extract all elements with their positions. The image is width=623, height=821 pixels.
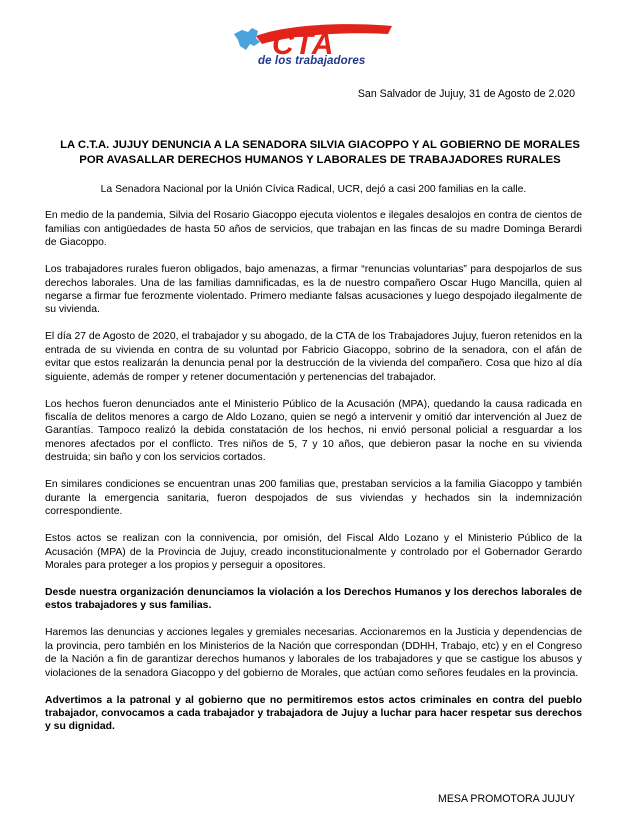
dateline: San Salvador de Jujuy, 31 de Agosto de 2.020	[357, 88, 575, 100]
paragraph-acciones: Haremos las denuncias y acciones legales y gremiales necesarias. Accionaremos en la Justicia y dependencias de la provincia, pero también en los Ministerios de la Nación que correspondan (DDHH, Trabajo, etc) y en el Congreso de la Nación a fin de garantizar derechos humanos y laborales de los trabajadores y que se castigue los abusos y violaciones de la senadora Giacoppo y del gobierno de Morales, que actúan como señores feudales en la provincia.	[45, 627, 582, 679]
bold-paragraph-advertencia: Advertimos a la patronal y al gobierno que no permitiremos estos actos criminales en contra del pueblo trabajador, convocamos a cada trabajador y trabajadora de Jujuy a luchar para hacer respetar sus derechos y su dignidad.	[45, 694, 582, 733]
paragraph-2: Los trabajadores rurales fueron obligados, bajo amenazas, a firmar “renuncias voluntarias” para despojarlos de sus derechos laborales. Una de las familias damnificadas, es la de nuestro compañero Oscar Hugo Mancilla, quien al negarse a firmar fue ferozmente violentado. Primero mediante falsas acusaciones y luego despojado ilegalmente de su vivienda.	[45, 264, 582, 316]
intro-paragraph: La Senadora Nacional por la Unión Cívica Radical, UCR, dejó a casi 200 familias en la calle.	[100, 184, 527, 195]
paragraph-4: Los hechos fueron denunciados ante el Ministerio Público de la Acusación (MPA), quedando la causa radicada en fiscalía de delitos menores a cargo de Aldo Lozano, quien se negó a intervenir y omitió dar intervención al Juez de Garantías. Tampoco realizó la debida constatación de los hechos, ni envió personal policial a resguardar a los menores afectados por el conflicto. Tres niños de 5, 7 y 10 años, que debieron pasar la noche en su vivienda destruida; sin baño y con los servicios cortados.	[45, 398, 582, 464]
bold-paragraph-denuncia: Desde nuestra organización denunciamos la violación a los Derechos Humanos y los derechos laborales de estos trabajadores y sus familias.	[45, 586, 582, 612]
paragraph-1: En medio de la pandemia, Silvia del Rosario Giacoppo ejecuta violentos e ilegales desalojos en contra de cientos de familias con antigüedades de hasta 50 años de servicios, que trabajan en las fincas de su madre Dominga Berardi de Giacoppo.	[45, 210, 582, 249]
title-line-1: LA C.T.A. JUJUY DENUNCIA A LA SENADORA SILVIA GIACOPPO Y AL GOBIERNO DE MORALES	[60, 139, 580, 151]
title-line-2: POR AVASALLAR DERECHOS HUMANOS Y LABORALES DE TRABAJADORES RURALES	[79, 154, 561, 166]
logo-brand-text: CTA	[272, 28, 335, 61]
cta-logo	[228, 20, 396, 76]
map-icon	[234, 28, 260, 50]
document-title	[40, 138, 600, 168]
paragraph-5: En similares condiciones se encuentran unas 200 familias que, prestaban servicios a la familia Giacoppo y también durante la emergencia sanitaria, fueron despojados de sus viviendas y hechados sin la indemnización correspondiente.	[45, 479, 582, 518]
paragraph-3: El día 27 de Agosto de 2020, el trabajador y su abogado, de la CTA de los Trabajadores Jujuy, fueron retenidos en la entrada de su vivienda en contra de su voluntad por Fabricio Giacoppo, sobrino de la senadora, con el afán de evitar que estos realizarán la denuncia penal por la destrucción de la vivienda del compañero. Cosa que hizo al día siguiente, además de romper y retener documentación y pertenencias del trabajador.	[45, 331, 582, 383]
paragraph-6: Estos actos se realizan con la connivencia, por omisión, del Fiscal Aldo Lozano y el Ministerio Público de la Acusación (MPA) de la Provincia de Jujuy, creado inconstitucionalmente y controlado por el Gobernador Gerardo Morales para proteger a los propios y perseguir a opositores.	[45, 533, 582, 571]
document-body	[45, 183, 582, 747]
signature: MESA PROMOTORA JUJUY	[438, 793, 575, 805]
logo-subtitle: de los trabajadores	[258, 55, 366, 67]
